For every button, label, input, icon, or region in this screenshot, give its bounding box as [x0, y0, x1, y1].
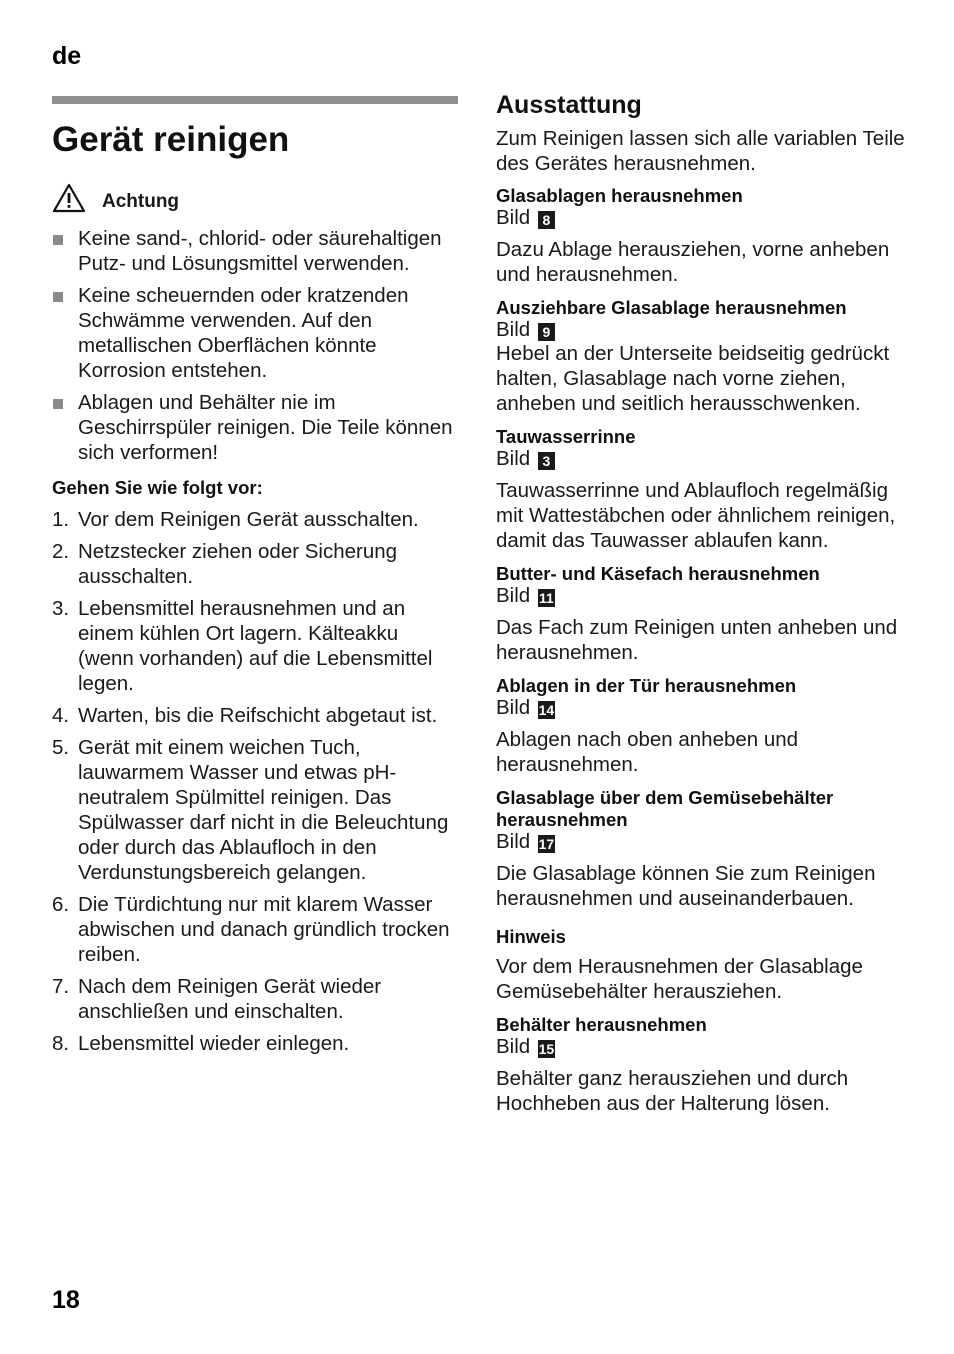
step-number: 2. — [52, 540, 70, 563]
figure-word: Bild — [496, 830, 531, 853]
step-item — [52, 892, 458, 967]
instruction-title: Ausziehbare Glasablage herausnehmen — [496, 297, 847, 318]
step-text: Nach dem Reinigen Gerät wieder anschließen und einschalten. — [78, 975, 382, 1023]
instruction-text: Dazu Ablage herausziehen, vorne anheben und herausnehmen. — [496, 238, 890, 286]
warning-triangle-icon — [52, 183, 86, 213]
figure-word: Bild — [496, 206, 531, 229]
step-item — [52, 539, 458, 589]
step-item — [52, 735, 458, 885]
note-title: Hinweis — [496, 926, 566, 947]
instruction-title: Behälter herausnehmen — [496, 1014, 707, 1035]
note-text: Vor dem Herausnehmen der Glasablage Gemüsebehälter herausziehen. — [496, 955, 863, 1003]
step-number: 8. — [52, 1032, 70, 1055]
warning-item-text: Keine sand-, chlorid- oder säurehaltigen Putz- und Lösungsmittel verwenden. — [78, 227, 442, 275]
instruction-text: Die Glasablage können Sie zum Reinigen herausnehmen und auseinanderbauen. — [496, 862, 876, 910]
figure-ref — [496, 585, 916, 607]
instruction-block — [496, 185, 916, 287]
figure-number-box: 15 — [538, 1041, 555, 1057]
instruction-text: Tauwasserrinne und Ablaufloch regelmäßig mit Wattestäbchen oder ähnlichem reinigen, damit das Tauwasser ablaufen kann. — [496, 479, 896, 552]
note-block — [496, 926, 916, 1004]
step-text: Netzstecker ziehen oder Sicherung ausschalten. — [78, 540, 398, 588]
step-text: Lebensmittel herausnehmen und an einem kühlen Ort lagern. Kälteakku (wenn vorhanden) auf die Lebensmittel legen. — [78, 597, 433, 695]
step-text: Vor dem Reinigen Gerät ausschalten. — [78, 508, 419, 531]
warning-item — [52, 390, 458, 465]
step-number: 5. — [52, 736, 70, 759]
figure-number-box: 3 — [538, 452, 555, 470]
warning-list — [52, 226, 458, 465]
right-column — [496, 88, 916, 1126]
bullet-square-icon — [53, 292, 63, 302]
section-rule — [52, 96, 458, 104]
step-text: Die Türdichtung nur mit klarem Wasser abwischen und danach gründlich trocken reiben. — [78, 893, 450, 966]
instruction-text: Behälter ganz herausziehen und durch Hochheben aus der Halterung lösen. — [496, 1067, 849, 1115]
step-item — [52, 703, 458, 728]
language-code: de — [52, 42, 82, 70]
page-number: 18 — [52, 1286, 80, 1314]
figure-word: Bild — [496, 584, 531, 607]
page-title: Gerät reinigen — [52, 120, 290, 159]
figure-ref — [496, 697, 916, 719]
figure-ref — [496, 831, 916, 853]
section-heading: Ausstattung — [496, 91, 642, 119]
step-number: 6. — [52, 893, 70, 916]
figure-word: Bild — [496, 318, 531, 341]
step-item — [52, 507, 458, 532]
figure-number-box: 9 — [538, 323, 555, 341]
section-intro: Zum Reinigen lassen sich alle variablen Teile des Gerätes herausnehmen. — [496, 127, 905, 175]
procedure-heading: Gehen Sie wie folgt vor: — [52, 477, 263, 498]
instruction-title: Tauwasserrinne — [496, 426, 636, 447]
instruction-title: Glasablagen herausnehmen — [496, 185, 743, 206]
figure-word: Bild — [496, 696, 531, 719]
warning-header — [52, 180, 458, 216]
instruction-title: Ablagen in der Tür herausnehmen — [496, 675, 797, 696]
figure-ref — [496, 319, 916, 341]
step-number: 7. — [52, 975, 70, 998]
instruction-block — [496, 563, 916, 665]
instruction-block — [496, 1014, 916, 1116]
instruction-block — [496, 426, 916, 553]
figure-ref — [496, 1036, 916, 1058]
figure-word: Bild — [496, 447, 531, 470]
figure-number-box: 8 — [538, 211, 555, 229]
instruction-title: Glasablage über dem Gemüsebehälter herausnehmen — [496, 787, 834, 830]
figure-number-box: 14 — [538, 702, 555, 718]
instruction-text: Ablagen nach oben anheben und herausnehmen. — [496, 728, 799, 776]
warning-item — [52, 283, 458, 383]
figure-ref — [496, 448, 916, 470]
warning-label: Achtung — [102, 191, 180, 212]
bullet-square-icon — [53, 399, 63, 409]
step-text: Warten, bis die Reifschicht abgetaut ist. — [78, 704, 438, 727]
instruction-block — [496, 675, 916, 777]
step-item — [52, 974, 458, 1024]
instruction-text: Hebel an der Unterseite beidseitig gedrückt halten, Glasablage nach vorne ziehen, anheben und seitlich herausschwenken. — [496, 342, 890, 415]
step-item — [52, 596, 458, 696]
figure-number-box: 11 — [538, 590, 554, 606]
step-text: Lebensmittel wieder einlegen. — [78, 1032, 350, 1055]
step-item — [52, 1031, 458, 1056]
figure-ref — [496, 207, 916, 229]
procedure-steps — [52, 507, 458, 1056]
figure-word: Bild — [496, 1035, 531, 1058]
instruction-block — [496, 787, 916, 911]
step-number: 4. — [52, 704, 70, 727]
instruction-text: Das Fach zum Reinigen unten anheben und herausnehmen. — [496, 616, 898, 664]
instruction-title: Butter- und Käsefach herausnehmen — [496, 563, 820, 584]
step-number: 3. — [52, 597, 70, 620]
step-text: Gerät mit einem weichen Tuch, lauwarmem Wasser und etwas pH-neutralem Spülmittel reinigen. Das Spülwasser darf nicht in die Beleuchtung oder durch das Ablaufloch in den Verdunstungsbereich gelangen. — [78, 736, 449, 884]
left-column — [52, 96, 458, 1063]
warning-item-text: Keine scheuernden oder kratzenden Schwämme verwenden. Auf den metallischen Oberflächen könnte Korrosion entstehen. — [78, 284, 409, 382]
warning-item — [52, 226, 458, 276]
bullet-square-icon — [53, 235, 63, 245]
step-number: 1. — [52, 508, 70, 531]
warning-item-text: Ablagen und Behälter nie im Geschirrspüler reinigen. Die Teile können sich verformen! — [78, 391, 453, 464]
instruction-block — [496, 297, 916, 416]
figure-number-box: 17 — [538, 836, 555, 852]
